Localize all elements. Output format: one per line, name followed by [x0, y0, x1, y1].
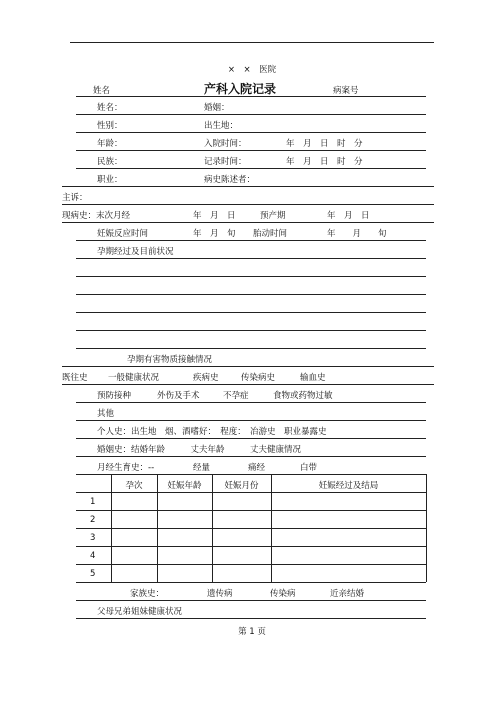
occupation-field: 职业：	[97, 175, 123, 185]
row-rule	[76, 150, 426, 151]
name-header-label: 姓名	[93, 86, 111, 96]
row-rule	[76, 168, 426, 169]
table-header-course-outcome: 妊娠经过及结局	[318, 481, 379, 491]
edd-units: 年 月 日	[327, 211, 370, 221]
record-no-label: 病案号	[333, 86, 359, 96]
row-rule	[76, 618, 426, 619]
blank-line	[76, 276, 426, 277]
ethnicity-field: 民族：	[97, 157, 123, 167]
marital-history: 婚姻史：结婚年龄 丈夫年龄 丈夫健康情况	[97, 445, 302, 455]
marriage-field: 婚姻：	[204, 103, 230, 113]
table-header-gestational-month: 妊娠月份	[224, 481, 259, 491]
row-rule	[76, 456, 426, 457]
menstrual-history-label: 月经生育史：--	[97, 463, 155, 473]
table-row-number: 3	[90, 533, 96, 543]
genetic-disease-label: 遗传病	[207, 589, 233, 599]
record-time-units: 年 月 日 时 分	[286, 157, 363, 167]
blank-line	[76, 312, 426, 313]
consanguinity-label: 近亲结婚	[330, 589, 365, 599]
row-rule	[76, 258, 426, 259]
title-rule	[76, 96, 426, 97]
admit-time-units: 年 月 日 时 分	[286, 139, 363, 149]
sex-field: 性别：	[97, 121, 123, 131]
table-row-number: 4	[90, 551, 96, 561]
personal-history: 个人史：出生地 烟、酒嗜好： 程度： 冶游史 职业暴露史	[97, 427, 327, 437]
table-row-number: 2	[90, 515, 96, 525]
reaction-time-label: 妊娠反应时间	[97, 229, 149, 239]
blank-line	[76, 330, 426, 331]
other-label: 其他	[97, 409, 115, 419]
course-label: 孕期经过及目前状况	[97, 247, 174, 257]
patient-name-field: 姓名：	[97, 103, 123, 113]
hospital-name: × × 医院	[227, 65, 277, 75]
menstrual-amount-label: 经量	[193, 463, 211, 473]
chief-complaint: 主诉：	[62, 193, 88, 203]
lmp-label: 现病史：末次月经	[62, 211, 131, 221]
narrator-field: 病史陈述者：	[204, 175, 256, 185]
page-title: 产科入院记录	[204, 82, 277, 96]
dysmenorrhea-label: 痛经	[248, 463, 266, 473]
age-field: 年龄：	[97, 139, 123, 149]
header-rule	[70, 42, 434, 43]
row-rule	[76, 114, 426, 115]
family-infectious-label: 传染病	[270, 589, 296, 599]
row-rule	[62, 186, 434, 187]
transfusion-history-label: 输血史	[300, 373, 326, 383]
row-rule	[62, 384, 434, 385]
table-header-gestational-age: 妊娠年龄	[167, 481, 202, 491]
lmp-units: 年 月 日	[193, 211, 236, 221]
leukorrhea-label: 白带	[300, 463, 318, 473]
quickening-units: 年 月 旬	[327, 229, 387, 239]
allergy-label: 食物或药物过敏	[273, 391, 333, 401]
record-time-field: 记录时间：	[204, 157, 247, 167]
admit-time-field: 入院时间：	[204, 139, 247, 149]
parents-siblings-health: 父母兄弟姐妹健康状况	[97, 607, 183, 617]
reaction-time-units: 年 月 旬	[193, 229, 236, 239]
row-rule	[76, 402, 426, 403]
birthplace-field: 出生地：	[204, 121, 239, 131]
family-history-label: 家族史：	[130, 589, 165, 599]
row-rule	[76, 420, 426, 421]
quickening-label: 胎动时间	[253, 229, 288, 239]
page-number: 第 1 页	[238, 627, 266, 637]
row-rule	[76, 600, 426, 601]
past-history-label: 既往史	[62, 373, 88, 383]
exposure-label: 孕期有害物质接触情况	[127, 355, 213, 365]
row-rule	[76, 240, 426, 241]
infectious-history-label: 传染病史	[241, 373, 276, 383]
trauma-surgery-label: 外伤及手术	[157, 391, 200, 401]
table-row-number: 1	[90, 497, 96, 507]
disease-history-label: 疾病史	[193, 373, 219, 383]
row-rule	[76, 132, 426, 133]
table-row-number: 5	[90, 569, 96, 579]
row-rule	[62, 204, 434, 205]
vaccination-label: 预防接种	[97, 391, 132, 401]
row-rule	[62, 366, 434, 367]
table-header-pregnancy-number: 孕次	[125, 481, 143, 491]
blank-line	[76, 294, 426, 295]
infertility-label: 不孕症	[223, 391, 249, 401]
blank-line	[76, 348, 426, 349]
edd-label: 预产期	[260, 211, 286, 221]
general-health-label: 一般健康状况	[108, 373, 160, 383]
row-rule	[76, 438, 426, 439]
row-rule	[62, 222, 434, 223]
